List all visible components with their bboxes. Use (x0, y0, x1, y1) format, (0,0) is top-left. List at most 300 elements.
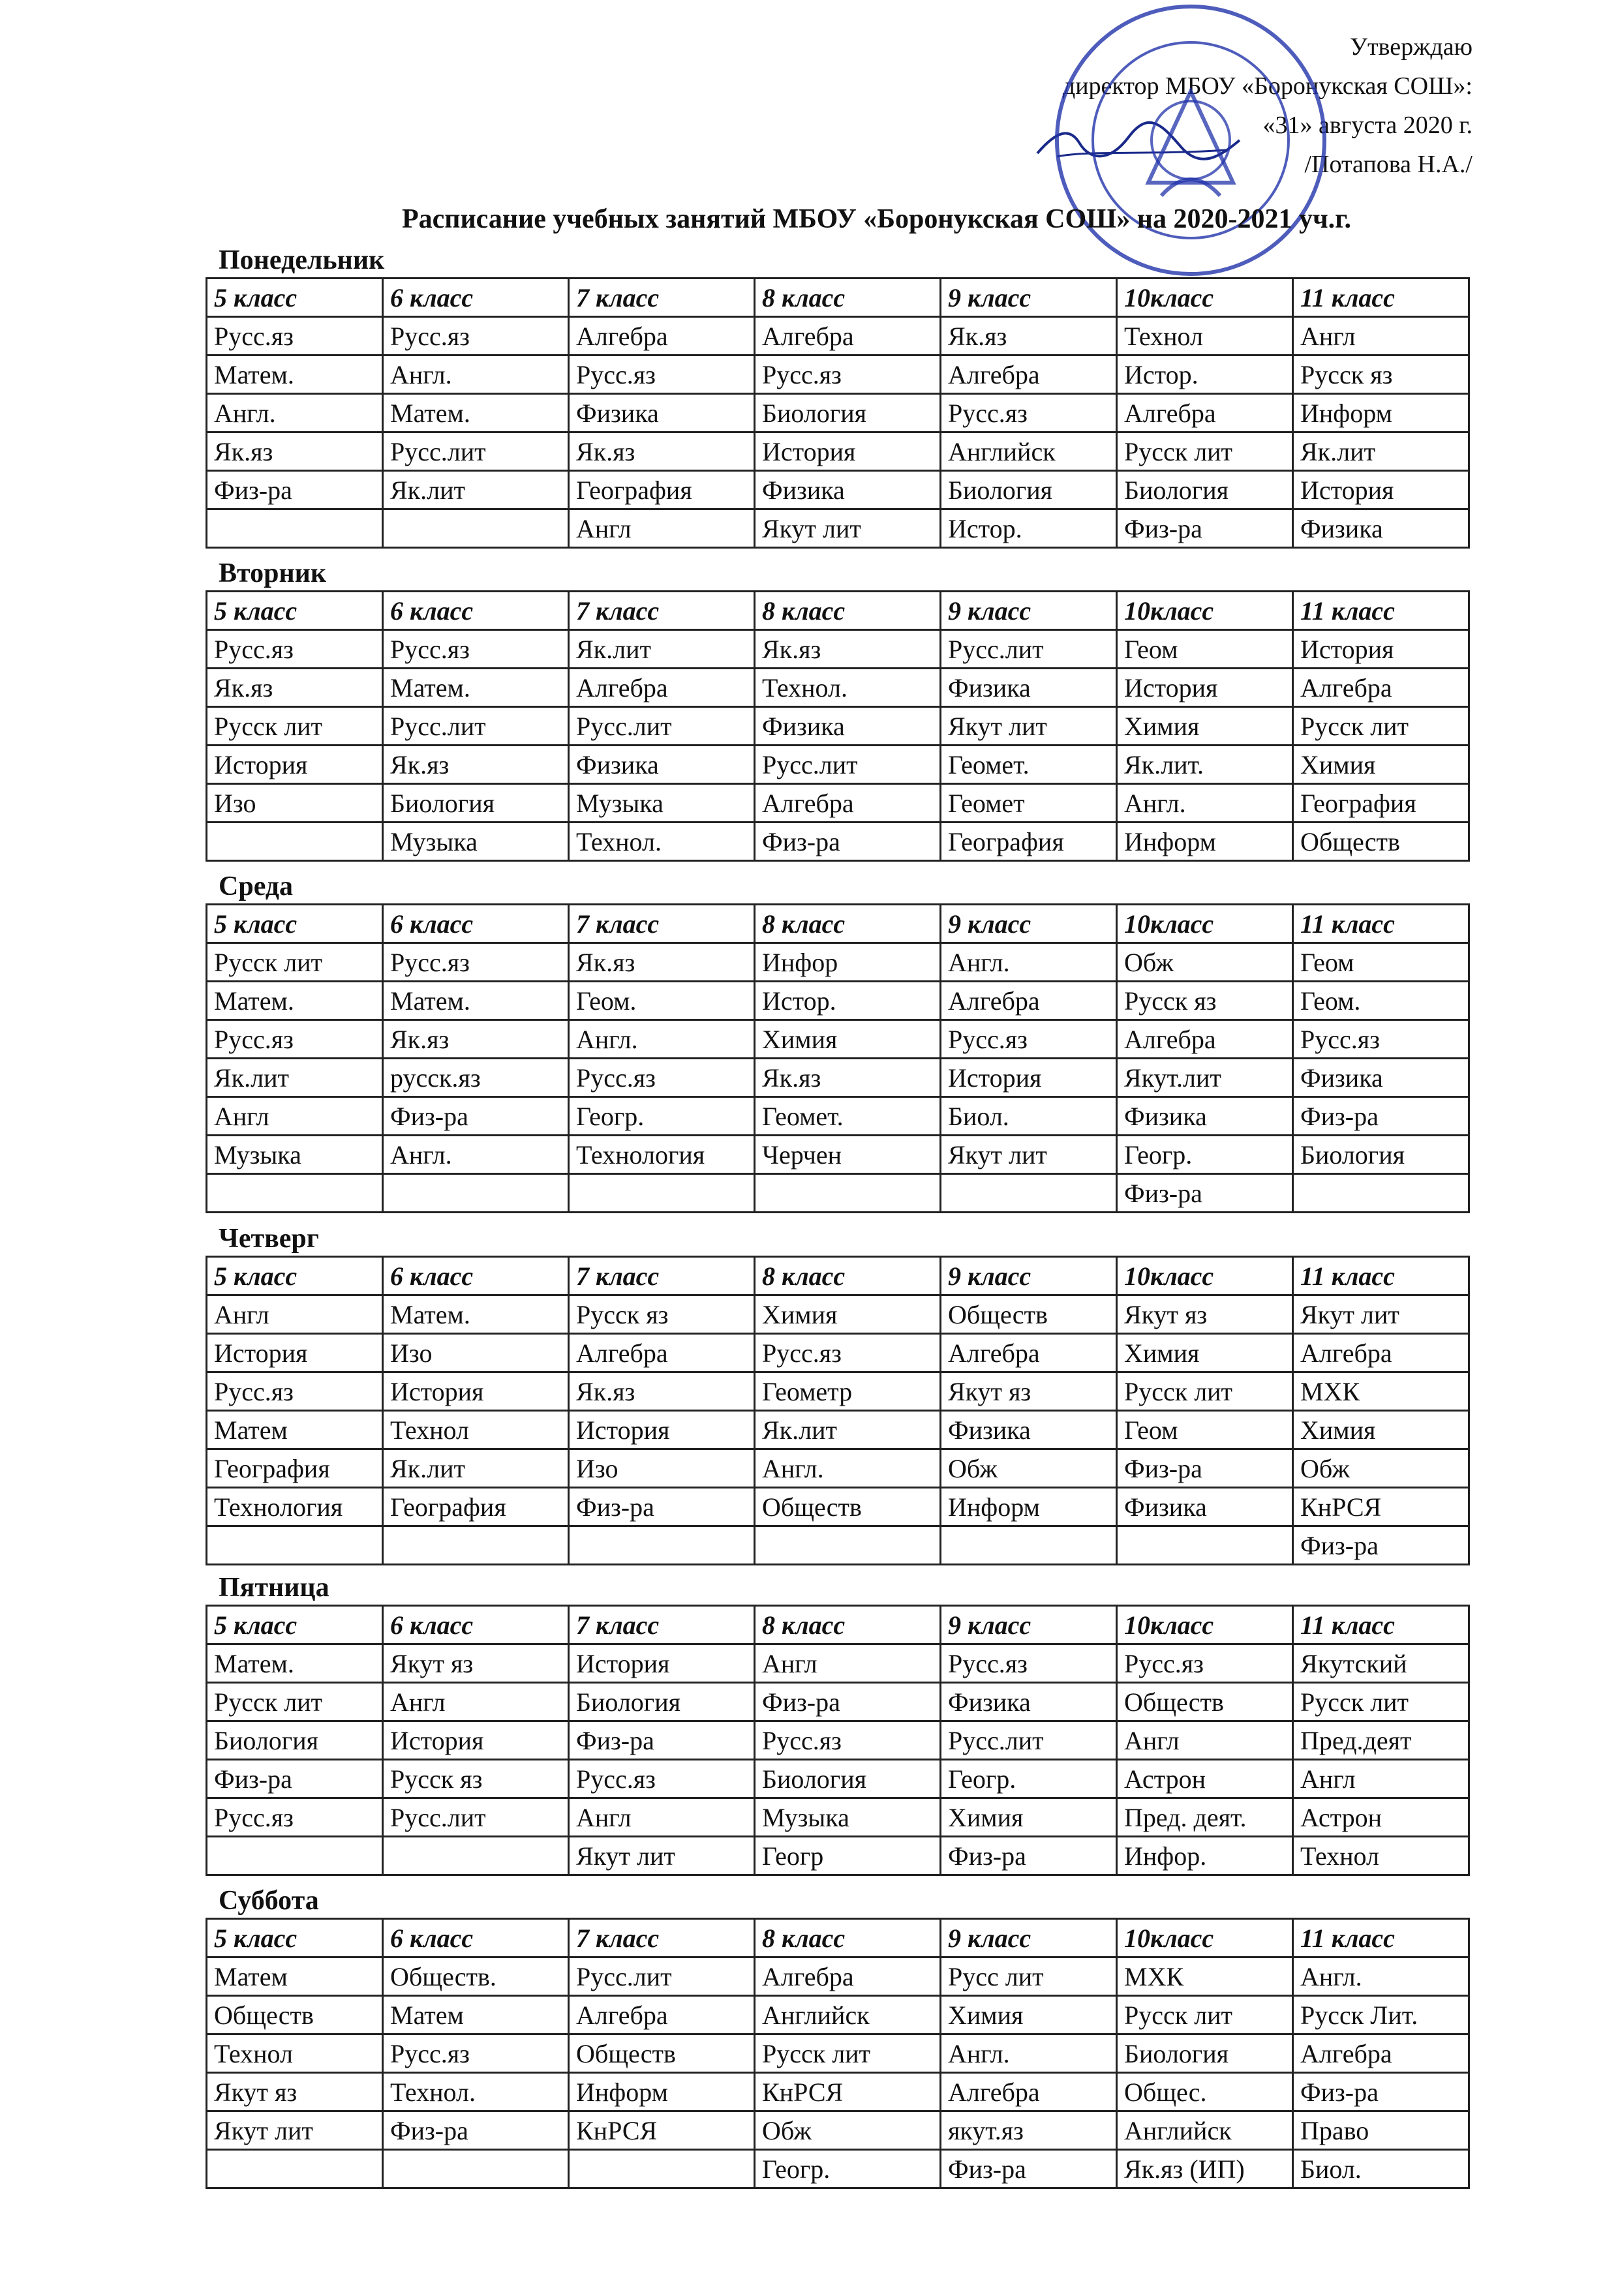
lesson-cell: Пред.деят (1293, 1721, 1469, 1760)
lesson-cell (569, 1526, 755, 1565)
lesson-cell: Русс.яз (1117, 1644, 1293, 1683)
lesson-cell: Истор. (755, 982, 941, 1020)
lesson-cell: Матем (207, 1411, 383, 1449)
lesson-cell: Физ-ра (207, 471, 383, 509)
lesson-cell: Русс.яз (383, 2034, 569, 2073)
lesson-cell: Алгебра (941, 1334, 1117, 1372)
lesson-cell: Обществ (207, 1996, 383, 2034)
lesson-cell: География (207, 1449, 383, 1488)
lesson-cell: Астрон (1117, 1760, 1293, 1798)
header-row (207, 279, 1469, 317)
lesson-cell: Якут лит (755, 509, 941, 548)
class-header-cell: 5 класс (207, 592, 383, 630)
lesson-cell: Русс.яз (207, 1798, 383, 1837)
lesson-cell: История (383, 1721, 569, 1760)
lesson-cell: Русс.лит (755, 746, 941, 784)
lesson-row (207, 1411, 1469, 1449)
lesson-row (207, 471, 1469, 509)
lesson-cell: Изо (207, 784, 383, 823)
lesson-cell: Алгебра (569, 1996, 755, 2034)
lesson-cell: Англ (207, 1295, 383, 1334)
lesson-cell: Геогр (755, 1837, 941, 1875)
lesson-cell: Английск (1117, 2111, 1293, 2150)
lesson-cell: Як.яз (941, 317, 1117, 355)
lesson-cell: География (941, 823, 1117, 861)
lesson-cell: русск.яз (383, 1059, 569, 1097)
lesson-cell (755, 1526, 941, 1565)
class-header-cell: 10класс (1117, 1606, 1293, 1644)
lesson-row (207, 317, 1469, 355)
lesson-cell: Русс.яз (383, 943, 569, 982)
class-header-cell: 6 класс (383, 905, 569, 943)
lesson-cell: Физ-ра (755, 823, 941, 861)
lesson-row (207, 2150, 1469, 2188)
lesson-cell: Английск (941, 432, 1117, 471)
lesson-cell: Биология (1293, 1136, 1469, 1174)
lesson-cell: Черчен (755, 1136, 941, 1174)
lesson-cell: Англ. (383, 355, 569, 394)
lesson-cell: Русс.яз (383, 630, 569, 669)
class-header-cell: 5 класс (207, 905, 383, 943)
lesson-cell: Геогр. (1117, 1136, 1293, 1174)
lesson-cell: Физ-ра (383, 2111, 569, 2150)
lesson-cell: МХК (1293, 1372, 1469, 1411)
class-header-cell: 9 класс (941, 279, 1117, 317)
lesson-cell: Русск лит (1117, 1372, 1293, 1411)
lesson-row (207, 982, 1469, 1020)
lesson-cell: Химия (1293, 746, 1469, 784)
day-label-friday: Пятница (219, 1573, 329, 1603)
class-header-cell: 5 класс (207, 279, 383, 317)
lesson-row (207, 1837, 1469, 1875)
lesson-row (207, 1295, 1469, 1334)
class-header-cell: 10класс (1117, 279, 1293, 317)
lesson-cell: Русс.яз (207, 1020, 383, 1059)
lesson-cell: Русс.лит (569, 707, 755, 746)
lesson-cell: Русск лит (755, 2034, 941, 2073)
lesson-cell: География (383, 1488, 569, 1526)
lesson-cell: Русс.яз (755, 1721, 941, 1760)
friday-table (206, 1605, 1470, 1876)
header-row (207, 1257, 1469, 1295)
class-header-cell: 9 класс (941, 1606, 1117, 1644)
lesson-cell: Физ-ра (1293, 1526, 1469, 1565)
lesson-cell: Геомет. (755, 1097, 941, 1136)
lesson-cell: Англ. (383, 1136, 569, 1174)
lesson-cell: Як.яз (569, 943, 755, 982)
lesson-cell: Биол. (1293, 2150, 1469, 2188)
class-header-cell: 10класс (1117, 1919, 1293, 1957)
lesson-cell (383, 1174, 569, 1213)
tuesday-table (206, 590, 1470, 862)
lesson-cell: История (569, 1644, 755, 1683)
thursday-table (206, 1256, 1470, 1565)
header-row (207, 1919, 1469, 1957)
header-row (207, 592, 1469, 630)
class-header-cell: 7 класс (569, 1257, 755, 1295)
lesson-cell: Як.лит (569, 630, 755, 669)
lesson-cell: Русс.яз (941, 1644, 1117, 1683)
class-header-cell: 10класс (1117, 592, 1293, 630)
lesson-row (207, 2073, 1469, 2111)
lesson-cell: Физика (1293, 509, 1469, 548)
class-header-cell: 9 класс (941, 1919, 1117, 1957)
lesson-cell: Англ. (1293, 1957, 1469, 1996)
lesson-cell: Русск лит (207, 1683, 383, 1721)
day-label-saturday: Суббота (219, 1886, 319, 1916)
lesson-cell: Обществ (569, 2034, 755, 2073)
lesson-cell: Геометр (755, 1372, 941, 1411)
lesson-cell: Русск яз (1117, 982, 1293, 1020)
lesson-cell: Геомет (941, 784, 1117, 823)
lesson-cell: КнРСЯ (1293, 1488, 1469, 1526)
lesson-cell: Алгебра (1117, 394, 1293, 432)
class-header-cell: 11 класс (1293, 592, 1469, 630)
class-header-cell: 7 класс (569, 905, 755, 943)
lesson-cell: Технол (1293, 1837, 1469, 1875)
lesson-cell: якут.яз (941, 2111, 1117, 2150)
lesson-cell: Физ-ра (1117, 1449, 1293, 1488)
lesson-cell: Якут лит (941, 707, 1117, 746)
lesson-cell: МХК (1117, 1957, 1293, 1996)
lesson-cell: Матем. (207, 355, 383, 394)
lesson-cell: Истор. (941, 509, 1117, 548)
lesson-cell: Геом (1293, 943, 1469, 982)
lesson-cell: Якут лит (569, 1837, 755, 1875)
lesson-cell: Як.лит (383, 1449, 569, 1488)
lesson-cell: Биология (1117, 471, 1293, 509)
lesson-row (207, 1760, 1469, 1798)
lesson-cell: Обществ (755, 1488, 941, 1526)
lesson-cell: Биология (755, 394, 941, 432)
lesson-cell: Як.лит. (1117, 746, 1293, 784)
approval-line-director: директор МБОУ «Боронукская СОШ»: (1062, 72, 1473, 100)
lesson-cell: История (1293, 630, 1469, 669)
lesson-cell: Технол (1117, 317, 1293, 355)
lesson-cell: Англ. (941, 2034, 1117, 2073)
lesson-row (207, 1996, 1469, 2034)
lesson-cell: Физика (569, 746, 755, 784)
lesson-cell: Изо (569, 1449, 755, 1488)
lesson-cell: Биология (941, 471, 1117, 509)
lesson-cell: Обж (941, 1449, 1117, 1488)
lesson-cell: Обж (1293, 1449, 1469, 1488)
page-title: Расписание учебных занятий МБОУ «Боронукская СОШ» на 2020-2021 уч.г. (401, 204, 1352, 234)
lesson-cell: Химия (755, 1020, 941, 1059)
header-row (207, 905, 1469, 943)
lesson-cell (383, 1526, 569, 1565)
lesson-cell: Обществ. (383, 1957, 569, 1996)
lesson-cell: Физ-ра (941, 1837, 1117, 1875)
lesson-cell: Истор. (1117, 355, 1293, 394)
lesson-row (207, 1526, 1469, 1565)
lesson-cell: Русск яз (1293, 355, 1469, 394)
lesson-cell: Русс.яз (755, 1334, 941, 1372)
lesson-cell: Геом (1117, 1411, 1293, 1449)
lesson-row (207, 1721, 1469, 1760)
lesson-cell (569, 1174, 755, 1213)
lesson-cell: Русс.яз (207, 630, 383, 669)
lesson-cell (755, 1174, 941, 1213)
lesson-cell: Биол. (941, 1097, 1117, 1136)
lesson-cell: Алгебра (1293, 1334, 1469, 1372)
lesson-cell: Англ. (941, 943, 1117, 982)
day-label-thursday: Четверг (219, 1224, 319, 1254)
class-header-cell: 8 класс (755, 1257, 941, 1295)
official-stamp-icon (1050, 0, 1331, 280)
lesson-cell: Английск (755, 1996, 941, 2034)
day-label-tuesday: Вторник (219, 558, 327, 588)
day-label-monday: Понедельник (219, 245, 385, 275)
lesson-cell: Як.лит (1293, 432, 1469, 471)
lesson-cell: Физ-ра (1293, 1097, 1469, 1136)
class-header-cell: 11 класс (1293, 1919, 1469, 1957)
lesson-cell (1117, 1526, 1293, 1565)
lesson-cell: Якут яз (207, 2073, 383, 2111)
lesson-cell: Англ. (569, 1020, 755, 1059)
lesson-cell: Физ-ра (1293, 2073, 1469, 2111)
lesson-cell: Биология (383, 784, 569, 823)
lesson-cell: Геом. (1293, 982, 1469, 1020)
class-header-cell: 7 класс (569, 1606, 755, 1644)
class-header-cell: 8 класс (755, 1919, 941, 1957)
lesson-cell: Технология (207, 1488, 383, 1526)
lesson-cell: Технол. (383, 2073, 569, 2111)
lesson-cell: Физ-ра (383, 1097, 569, 1136)
lesson-cell: Русск яз (383, 1760, 569, 1798)
lesson-row (207, 394, 1469, 432)
lesson-cell: Геом (1117, 630, 1293, 669)
lesson-cell: Русс.лит (383, 1798, 569, 1837)
lesson-cell: Алгебра (941, 355, 1117, 394)
lesson-cell: Физ-ра (941, 2150, 1117, 2188)
class-header-cell: 8 класс (755, 592, 941, 630)
lesson-cell: Матем (207, 1957, 383, 1996)
lesson-cell: Обществ (1293, 823, 1469, 861)
lesson-cell: Як.яз (383, 1020, 569, 1059)
lesson-cell: Англ (755, 1644, 941, 1683)
lesson-cell: Астрон (1293, 1798, 1469, 1837)
lesson-cell: Алгебра (941, 982, 1117, 1020)
lesson-cell: Технол. (755, 669, 941, 707)
lesson-cell: История (207, 1334, 383, 1372)
lesson-cell: Музыка (383, 823, 569, 861)
lesson-cell (1293, 1174, 1469, 1213)
lesson-cell: Пред. деят. (1117, 1798, 1293, 1837)
lesson-cell: Алгебра (569, 669, 755, 707)
lesson-cell: Физика (941, 1683, 1117, 1721)
lesson-cell: История (755, 432, 941, 471)
class-header-cell: 6 класс (383, 1257, 569, 1295)
lesson-cell (207, 1837, 383, 1875)
class-header-cell: 11 класс (1293, 1257, 1469, 1295)
lesson-cell: Якут яз (1117, 1295, 1293, 1334)
lesson-row (207, 746, 1469, 784)
class-header-cell: 6 класс (383, 1606, 569, 1644)
approval-line-date: «31» августа 2020 г. (1262, 112, 1473, 139)
lesson-cell: Русск лит (1117, 432, 1293, 471)
class-header-cell: 11 класс (1293, 279, 1469, 317)
lesson-cell: Матем. (207, 1644, 383, 1683)
lesson-cell: История (941, 1059, 1117, 1097)
lesson-cell: Геогр. (569, 1097, 755, 1136)
lesson-cell: Химия (755, 1295, 941, 1334)
lesson-row (207, 1449, 1469, 1488)
lesson-cell: Физ-ра (569, 1721, 755, 1760)
lesson-row (207, 784, 1469, 823)
lesson-cell: Русск лит (1117, 1996, 1293, 2034)
header-row (207, 1606, 1469, 1644)
lesson-cell: Информ (1117, 823, 1293, 861)
lesson-cell: Физ-ра (1117, 1174, 1293, 1213)
lesson-cell: Якут лит (941, 1136, 1117, 1174)
lesson-cell: Инфор. (1117, 1837, 1293, 1875)
lesson-cell: КнРСЯ (569, 2111, 755, 2150)
class-header-cell: 5 класс (207, 1257, 383, 1295)
lesson-cell: Якут.лит (1117, 1059, 1293, 1097)
lesson-row (207, 707, 1469, 746)
class-header-cell: 5 класс (207, 1606, 383, 1644)
lesson-cell: Общес. (1117, 2073, 1293, 2111)
lesson-cell (207, 1174, 383, 1213)
lesson-cell: Англ (1293, 1760, 1469, 1798)
lesson-cell: Русс.яз (755, 355, 941, 394)
class-header-cell: 9 класс (941, 1257, 1117, 1295)
lesson-cell: Обж (755, 2111, 941, 2150)
lesson-cell: Химия (1117, 707, 1293, 746)
lesson-cell: Технол. (569, 823, 755, 861)
lesson-row (207, 1798, 1469, 1837)
lesson-cell: Як.лит (207, 1059, 383, 1097)
lesson-cell: Русск лит (207, 943, 383, 982)
lesson-cell: Русс.яз (569, 1059, 755, 1097)
lesson-cell: Изо (383, 1334, 569, 1372)
class-header-cell: 7 класс (569, 279, 755, 317)
lesson-cell: Русс.яз (383, 317, 569, 355)
lesson-cell: Алгебра (1293, 669, 1469, 707)
lesson-cell: Русс.яз (207, 317, 383, 355)
lesson-cell: Алгебра (755, 1957, 941, 1996)
lesson-cell: Русск лит (1293, 1683, 1469, 1721)
lesson-cell: Химия (941, 1798, 1117, 1837)
lesson-row (207, 1372, 1469, 1411)
lesson-row (207, 1334, 1469, 1372)
lesson-cell: Якутский (1293, 1644, 1469, 1683)
lesson-cell: Як.яз (ИП) (1117, 2150, 1293, 2188)
class-header-cell: 11 класс (1293, 1606, 1469, 1644)
lesson-cell: Физ-ра (755, 1683, 941, 1721)
lesson-cell: Англ. (755, 1449, 941, 1488)
lesson-row (207, 355, 1469, 394)
lesson-cell: Матем. (383, 1295, 569, 1334)
lesson-cell: Англ (569, 509, 755, 548)
lesson-cell: Русс.яз (941, 394, 1117, 432)
lesson-cell: История (1117, 669, 1293, 707)
lesson-cell: Музыка (569, 784, 755, 823)
lesson-cell: Русск Лит. (1293, 1996, 1469, 2034)
class-header-cell: 7 класс (569, 1919, 755, 1957)
lesson-cell: Химия (1293, 1411, 1469, 1449)
lesson-cell: Русс.лит (383, 432, 569, 471)
lesson-cell: КнРСЯ (755, 2073, 941, 2111)
lesson-cell (569, 2150, 755, 2188)
lesson-cell: Обществ (1117, 1683, 1293, 1721)
lesson-cell: Геом. (569, 982, 755, 1020)
wednesday-table (206, 903, 1470, 1213)
lesson-cell: Физ-ра (569, 1488, 755, 1526)
lesson-cell: Англ (569, 1798, 755, 1837)
lesson-cell (207, 1526, 383, 1565)
approval-line-approve: Утверждаю (1350, 33, 1473, 61)
lesson-cell: Як.яз (755, 1059, 941, 1097)
lesson-cell: Инфор (755, 943, 941, 982)
lesson-cell: Русс.лит (941, 630, 1117, 669)
class-header-cell: 5 класс (207, 1919, 383, 1957)
day-label-wednesday: Среда (219, 871, 294, 901)
lesson-cell: Англ (1117, 1721, 1293, 1760)
lesson-row (207, 2034, 1469, 2073)
lesson-row (207, 1957, 1469, 1996)
lesson-row (207, 2111, 1469, 2150)
lesson-cell: Русск лит (1293, 707, 1469, 746)
class-header-cell: 8 класс (755, 1606, 941, 1644)
lesson-cell: Алгебра (755, 784, 941, 823)
lesson-cell: Технол (207, 2034, 383, 2073)
lesson-cell: Матем (383, 1996, 569, 2034)
lesson-cell: Биология (207, 1721, 383, 1760)
lesson-row (207, 1097, 1469, 1136)
lesson-cell: Геомет. (941, 746, 1117, 784)
lesson-cell: Алгебра (569, 317, 755, 355)
monday-table (206, 277, 1470, 549)
lesson-cell: Физ-ра (207, 1760, 383, 1798)
lesson-cell: География (1293, 784, 1469, 823)
lesson-cell: Алгебра (1117, 1020, 1293, 1059)
lesson-cell: Англ. (1117, 784, 1293, 823)
lesson-cell: Русс.яз (1293, 1020, 1469, 1059)
lesson-cell: Якут лит (207, 2111, 383, 2150)
lesson-cell: Як.лит (383, 471, 569, 509)
lesson-cell: Русск лит (207, 707, 383, 746)
lesson-cell: Физика (569, 394, 755, 432)
lesson-cell: Информ (569, 2073, 755, 2111)
lesson-cell (941, 1174, 1117, 1213)
lesson-row (207, 509, 1469, 548)
lesson-cell (383, 2150, 569, 2188)
class-header-cell: 6 класс (383, 1919, 569, 1957)
lesson-cell: Англ (207, 1097, 383, 1136)
lesson-cell: Физика (1117, 1488, 1293, 1526)
lesson-cell (383, 1837, 569, 1875)
lesson-cell: Биология (569, 1683, 755, 1721)
saturday-table (206, 1918, 1470, 2189)
lesson-cell: Русс.яз (207, 1372, 383, 1411)
lesson-cell: Физика (755, 471, 941, 509)
lesson-cell: География (569, 471, 755, 509)
lesson-cell: Химия (941, 1996, 1117, 2034)
lesson-cell: Музыка (755, 1798, 941, 1837)
lesson-cell: Музыка (207, 1136, 383, 1174)
lesson-cell: Русс.лит (383, 707, 569, 746)
class-header-cell: 9 класс (941, 905, 1117, 943)
lesson-cell (207, 509, 383, 548)
approval-line-signature-name: /Потапова Н.А./ (1304, 151, 1473, 178)
lesson-cell: Химия (1117, 1334, 1293, 1372)
lesson-cell: Физика (941, 669, 1117, 707)
class-header-cell: 9 класс (941, 592, 1117, 630)
lesson-cell: Алгебра (941, 2073, 1117, 2111)
lesson-cell: Русс.лит (569, 1957, 755, 1996)
